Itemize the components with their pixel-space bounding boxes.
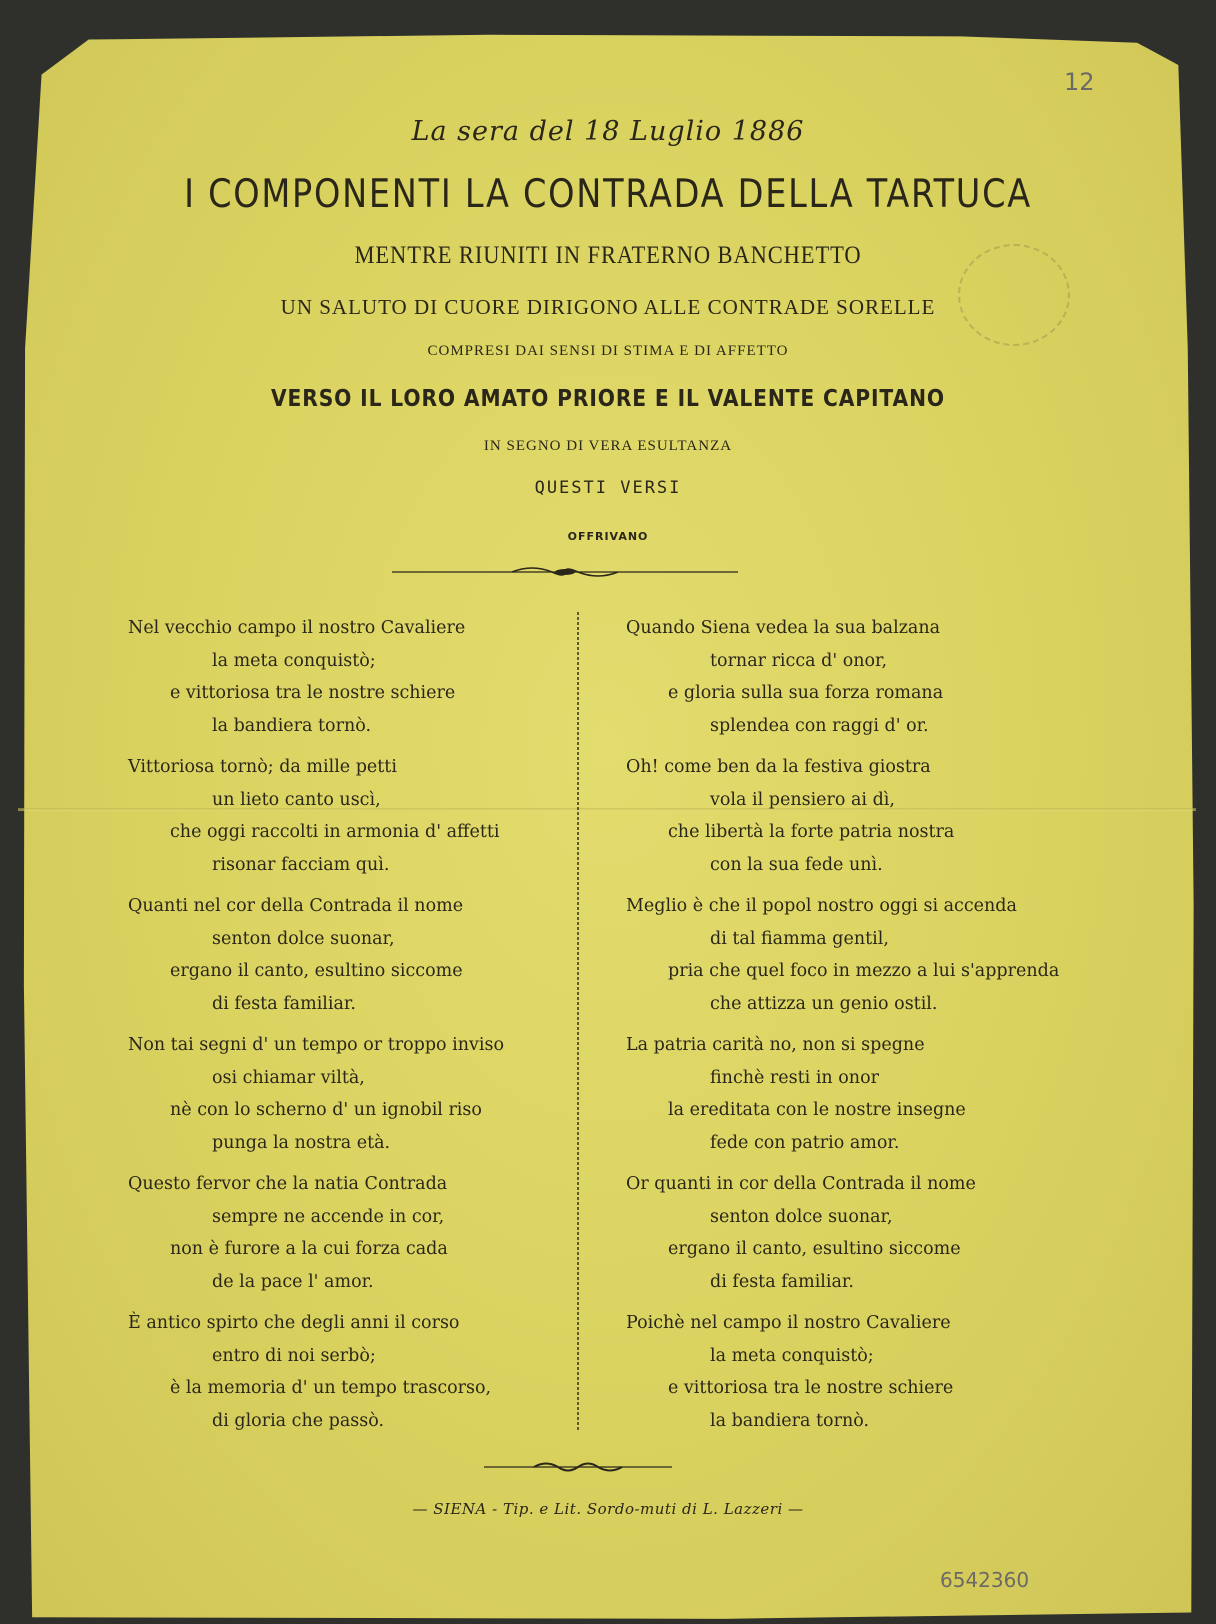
poem-line: non è furore a la cui forza cada [170, 1239, 448, 1259]
page-number-annotation: 12 [1064, 68, 1095, 96]
bottom-ornament-flourish [484, 1460, 672, 1474]
poem-stanza [626, 1307, 1096, 1437]
poem-line: sempre ne accende in cor, [212, 1206, 445, 1227]
subtitle-saluto: UN SALUTO DI CUORE DIRIGONO ALLE CONTRADE SORELLE [280, 295, 936, 319]
poem-line: Non tai segni d' un tempo or troppo inviso [128, 1035, 505, 1055]
column-divider [576, 612, 580, 1432]
poem-line: Meglio è che il popol nostro oggi si accenda [626, 896, 1017, 916]
poem-stanza [626, 890, 1096, 1020]
poem-line: Oh! come ben da la festiva giostra [626, 757, 931, 777]
poem-line: entro di noi serbò; [212, 1345, 376, 1366]
main-title: I COMPONENTI LA CONTRADA DELLA TARTUCA [184, 172, 1032, 217]
poem-line: È antico spirto che degli anni il corso [128, 1313, 460, 1333]
poem-line: con la sua fede unì. [710, 854, 883, 875]
poem-stanza [128, 890, 558, 1020]
poem-line: ergano il canto, esultino siccome [170, 961, 463, 981]
poem-stanza [626, 751, 1096, 881]
poem-line: Quando Siena vedea la sua balzana [626, 618, 941, 638]
poem-line: risonar facciam quì. [212, 854, 390, 875]
poem-line: senton dolce suonar, [212, 928, 395, 949]
poem-line: Or quanti in cor della Contrada il nome [626, 1174, 976, 1194]
poem-line: Questo fervor che la natia Contrada [128, 1174, 448, 1194]
poem-stanza [128, 1029, 558, 1159]
poem-stanza [626, 1168, 1096, 1298]
poem-line: nè con lo scherno d' un ignobil riso [170, 1100, 482, 1120]
poem-stanza [626, 612, 1096, 742]
subtitle-priore: VERSO IL LORO AMATO PRIORE E IL VALENTE CAPITANO [271, 386, 945, 412]
poem-line: de la pace l' amor. [212, 1271, 374, 1292]
poem-line: senton dolce suonar, [710, 1206, 893, 1227]
poem-line: La patria carità no, non si spegne [626, 1035, 925, 1055]
poem-line: la ereditata con le nostre insegne [668, 1100, 966, 1120]
poem-line: la bandiera tornò. [212, 715, 372, 736]
poem-line: fede con patrio amor. [710, 1132, 900, 1153]
left-poem-column [128, 612, 558, 1446]
poem-stanza [128, 1168, 558, 1298]
poem-line: e gloria sulla sua forza romana [668, 683, 944, 703]
poem-line: e vittoriosa tra le nostre schiere [668, 1378, 954, 1398]
poem-line: Quanti nel cor della Contrada il nome [128, 896, 464, 916]
poem-line: vola il pensiero ai dì, [710, 789, 895, 810]
poem-line: e vittoriosa tra le nostre schiere [170, 683, 456, 703]
printer-imprint: — SIENA - Tip. e Lit. Sordo-muti di L. Lazzeri — [412, 1500, 804, 1518]
subtitle-stima: COMPRESI DAI SENSI DI STIMA E DI AFFETTO [427, 343, 789, 359]
poem-line: di festa familiar. [710, 1271, 854, 1292]
poem-line: la meta conquistò; [710, 1345, 874, 1366]
poem-line: Poichè nel campo il nostro Cavaliere [626, 1313, 951, 1333]
date-line: La sera del 18 Luglio 1886 [411, 116, 805, 147]
poem-stanza [128, 751, 558, 881]
poem-line: la bandiera tornò. [710, 1410, 870, 1431]
poem-line: finchè resti in onor [710, 1067, 879, 1088]
poem-stanza [626, 1029, 1096, 1159]
subtitle-offrivano: OFFRIVANO [567, 530, 649, 543]
poem-line: Nel vecchio campo il nostro Cavaliere [128, 618, 466, 638]
subtitle-esultanza: IN SEGNO DI VERA ESULTANZA [483, 438, 733, 454]
poem-stanza [128, 1307, 558, 1437]
poem-line: che oggi raccolti in armonia d' affetti [170, 822, 500, 842]
right-poem-column [626, 612, 1096, 1446]
inventory-number-annotation: 6542360 [940, 1568, 1030, 1592]
subtitle-versi: QUESTI VERSI [534, 478, 682, 498]
poem-line: ergano il canto, esultino siccome [668, 1239, 961, 1259]
poem-line: splendea con raggi d' or. [710, 715, 929, 736]
poem-line: osi chiamar viltà, [212, 1067, 365, 1088]
poem-line: di tal fiamma gentil, [710, 928, 889, 949]
poem-line: è la memoria d' un tempo trascorso, [170, 1378, 492, 1398]
top-ornament-flourish [392, 564, 738, 580]
poem-line: pria che quel foco in mezzo a lui s'apprenda [668, 961, 1060, 981]
poem-line: di gloria che passò. [212, 1410, 385, 1431]
poem-stanza [128, 612, 558, 742]
poem-line: di festa familiar. [212, 993, 356, 1014]
poem-line: un lieto canto uscì, [212, 789, 381, 810]
poem-line: la meta conquistò; [212, 650, 376, 671]
poem-line: che attizza un genio ostil. [710, 993, 938, 1014]
poem-line: punga la nostra età. [212, 1132, 391, 1153]
poem-line: Vittoriosa tornò; da mille petti [128, 757, 397, 777]
poem-line: tornar ricca d' onor, [710, 650, 888, 671]
subtitle-banchetto: MENTRE RIUNITI IN FRATERNO BANCHETTO [354, 242, 862, 269]
poem-line: che libertà la forte patria nostra [668, 822, 955, 842]
